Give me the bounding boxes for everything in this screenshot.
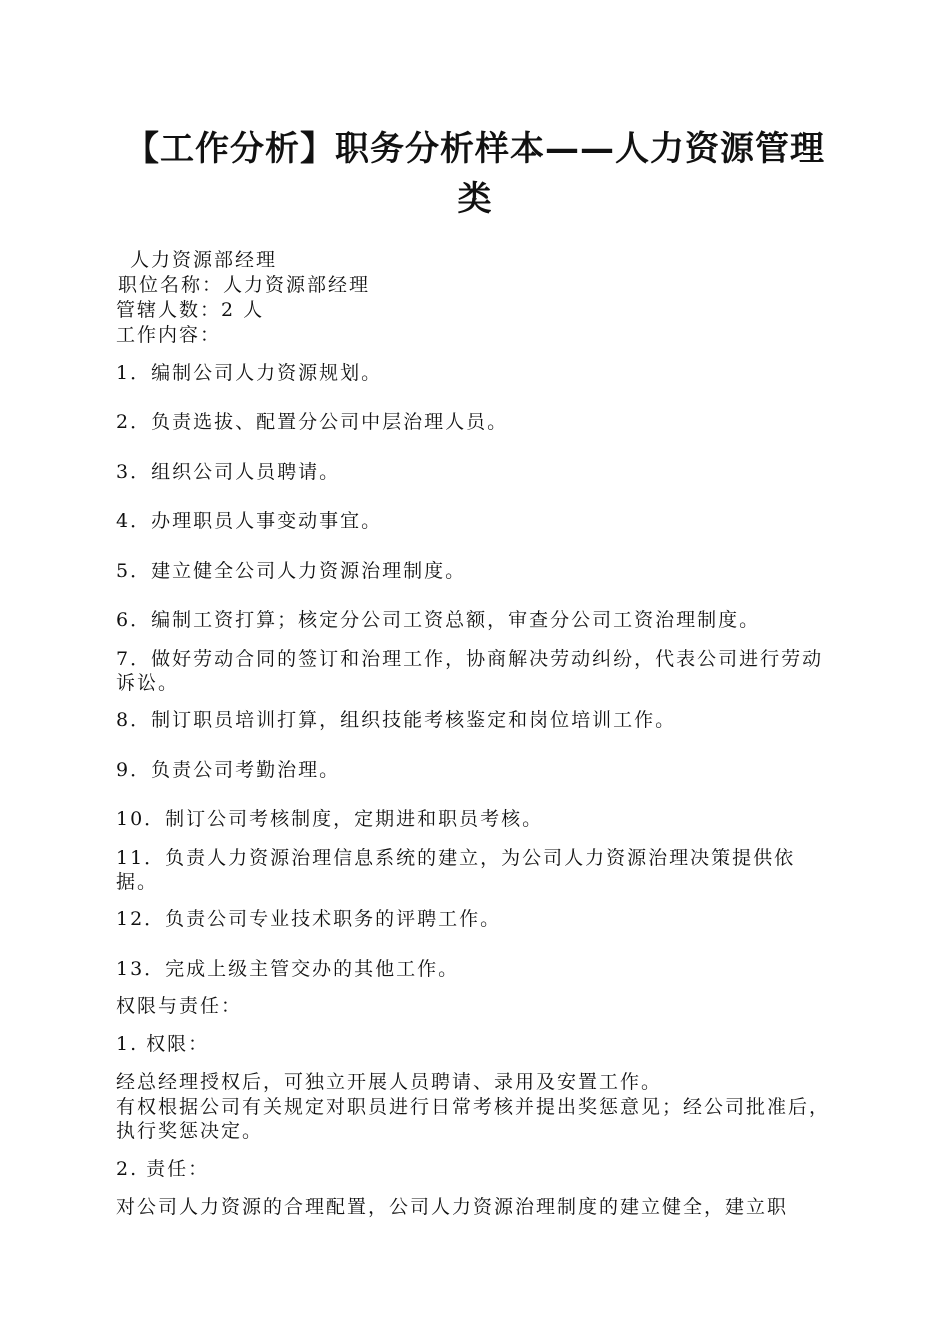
authority-subheading: 1. 权限： — [116, 1033, 210, 1055]
duty-item: 11．负责人力资源治理信息系统的建立，为公司人力资源治理决策提供依据。 — [116, 847, 796, 893]
duty-item: 10．制订公司考核制度，定期进和职员考核。 — [116, 808, 544, 830]
duty-item: 4．办理职员人事变动事宜。 — [116, 510, 383, 532]
duty-item: 5．建立健全公司人力资源治理制度。 — [116, 560, 467, 582]
section-subtitle: 人力资源部经理 — [130, 249, 278, 271]
authority-heading: 权限与责任： — [116, 995, 243, 1017]
duty-item: 9．负责公司考勤治理。 — [116, 759, 341, 781]
work-content-heading: 工作内容： — [116, 324, 222, 346]
document-title — [100, 124, 850, 224]
duty-item: 7．做好劳动合同的签订和治理工作，协商解决劳动纠纷，代表公司进行劳动诉讼。 — [116, 648, 824, 694]
responsibility-text: 对公司人力资源的合理配置，公司人力资源治理制度的建立健全，建立职 — [116, 1196, 789, 1218]
responsibility-subheading: 2. 责任： — [116, 1158, 210, 1180]
subordinate-count: 管辖人数：2 人 — [116, 299, 265, 321]
duty-item: 8．制订职员培训打算，组织技能考核鉴定和岗位培训工作。 — [116, 709, 677, 731]
duty-item: 3．组织公司人员聘请。 — [116, 461, 341, 483]
duty-item: 6．编制工资打算；核定分公司工资总额，审查分公司工资治理制度。 — [116, 609, 761, 631]
duty-item: 12．负责公司专业技术职务的评聘工作。 — [116, 908, 502, 930]
title-line-1: 【工作分析】职务分析样本——人力资源管理 — [125, 129, 825, 169]
position-name: 职位名称：人力资源部经理 — [118, 274, 371, 296]
duty-item: 1．编制公司人力资源规划。 — [116, 362, 383, 384]
title-line-2: 类 — [457, 179, 493, 219]
duty-item: 13．完成上级主管交办的其他工作。 — [116, 958, 460, 980]
authority-item: 有权根据公司有关规定对职员进行日常考核并提出奖惩意见；经公司批准后，执行奖惩决定。 — [116, 1096, 831, 1142]
authority-item: 经总经理授权后，可独立开展人员聘请、录用及安置工作。 — [116, 1071, 663, 1093]
duty-item: 2．负责选拔、配置分公司中层治理人员。 — [116, 411, 509, 433]
